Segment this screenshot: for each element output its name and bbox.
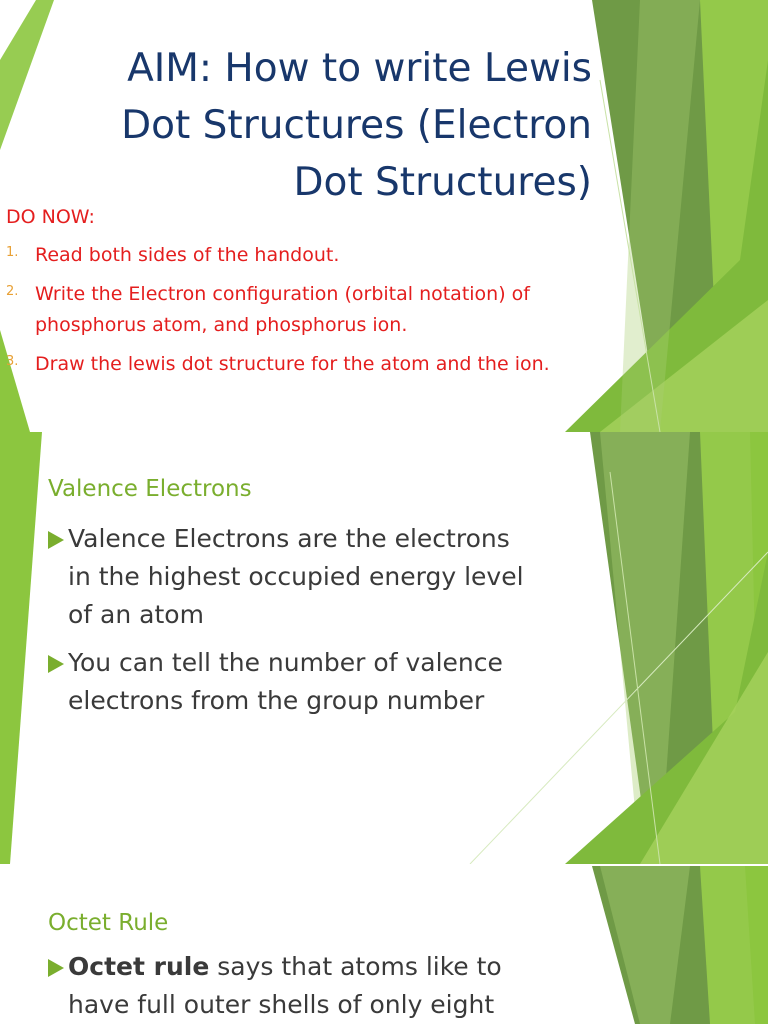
list-item xyxy=(0,349,680,380)
title-line-2: Dot Structures (Electron xyxy=(121,103,592,148)
do-now-label: DO NOW: xyxy=(6,206,95,228)
bullet-bold-term: Octet rule xyxy=(68,952,210,981)
page-title xyxy=(64,40,592,211)
bullet-text: in the highest occupied energy level xyxy=(68,562,524,591)
step-text: phosphorus atom, and phosphorus ion. xyxy=(35,314,408,336)
section-title: Octet Rule xyxy=(48,910,169,936)
slide-octet-rule xyxy=(0,866,768,1024)
bullet-text: of an atom xyxy=(68,600,204,629)
title-line-1: AIM: How to write Lewis xyxy=(127,46,592,91)
step-number: 1. xyxy=(6,245,19,260)
bullet-list xyxy=(48,520,608,730)
bullet-text: You can tell the number of valence xyxy=(68,648,503,677)
bullet-list xyxy=(48,948,608,1024)
list-item xyxy=(0,240,680,271)
title-line-3: Dot Structures) xyxy=(293,160,592,205)
list-item xyxy=(48,520,608,634)
triangle-bullet-icon xyxy=(48,655,64,673)
bullet-text: Valence Electrons are the electrons xyxy=(68,524,510,553)
do-now-steps xyxy=(0,240,680,388)
bullet-text: says that atoms like to xyxy=(209,952,502,981)
list-item xyxy=(0,279,680,341)
list-item xyxy=(48,644,608,720)
step-text: Draw the lewis dot structure for the atom and the ion. xyxy=(35,353,550,375)
step-number: 2. xyxy=(6,284,19,299)
step-text: Read both sides of the handout. xyxy=(35,244,340,266)
step-text: Write the Electron configuration (orbital notation) of xyxy=(35,283,530,305)
section-title: Valence Electrons xyxy=(48,476,252,502)
bullet-text: have full outer shells of only eight xyxy=(68,990,495,1019)
triangle-bullet-icon xyxy=(48,959,64,977)
list-item xyxy=(48,948,608,1024)
triangle-bullet-icon xyxy=(48,531,64,549)
slide-valence-electrons xyxy=(0,432,768,864)
step-number: 3. xyxy=(6,354,19,369)
slide-aim xyxy=(0,0,768,432)
bullet-text: electrons from the group number xyxy=(68,686,485,715)
